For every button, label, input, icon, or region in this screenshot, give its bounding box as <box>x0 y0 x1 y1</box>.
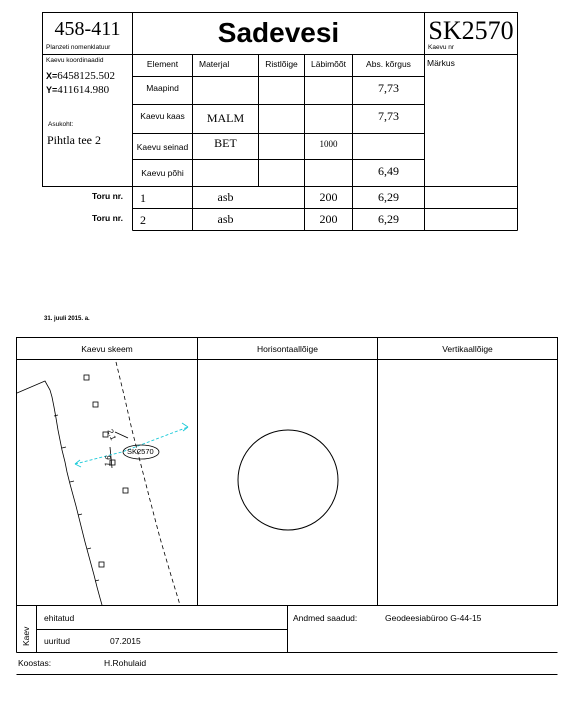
x-value: 6458125.502 <box>57 70 116 82</box>
footer-side-label: Kaev <box>21 626 31 646</box>
sketch-frame <box>17 338 558 606</box>
row-element-bottom: Kaevu põhi <box>141 168 184 178</box>
pipe-1-abs: 6,29 <box>378 190 399 204</box>
document-date: 31. juuli 2015. a. <box>44 316 90 322</box>
row-element-cover: Kaevu kaas <box>140 111 185 121</box>
panel-title-vertical-section: Vertikaallõige <box>442 343 493 354</box>
location-caption: Asukoht: <box>48 121 74 128</box>
x-label: X= <box>46 71 58 81</box>
pipe-2-material: asb <box>217 212 234 226</box>
row-diameter-walls: 1000 <box>319 139 338 149</box>
nomenclature: 458-411 <box>54 17 121 40</box>
sketch-well-label: SK2570 <box>127 447 154 456</box>
pipe-2-label: Toru nr. <box>92 213 124 223</box>
footer-data-label: Andmed saadud: <box>293 613 358 623</box>
row-abs-ground: 7,73 <box>378 80 399 95</box>
column-header-diameter: Läbimõõt <box>311 58 346 69</box>
pipe-2-number: 2 <box>140 213 146 227</box>
x-coordinate <box>46 70 115 82</box>
sketch-dimension-top: 2.1 <box>105 428 118 442</box>
panel-title-horizontal-section: Horisontaallõige <box>257 343 318 354</box>
row-abs-cover: 7,73 <box>378 108 399 123</box>
row-element-ground: Maapind <box>146 83 179 93</box>
row-material-cover: MALM <box>206 110 245 125</box>
location: Pihtla tee 2 <box>47 133 101 147</box>
nomenclature-caption: Planzeti nomenklatuur <box>46 44 111 51</box>
footer-author-value: H.Rohulaid <box>104 658 147 668</box>
pipe-1-material: asb <box>217 190 234 204</box>
footer-author-label: Koostas: <box>18 658 52 668</box>
row-material-walls: BET <box>214 135 237 150</box>
row-abs-bottom: 6,49 <box>378 163 399 178</box>
column-header-material: Materjal <box>199 58 230 69</box>
column-header-abs-height: Abs. kõrgus <box>366 58 411 69</box>
footer-data-value: Geodeesiabüroo G-44-15 <box>385 613 482 623</box>
column-header-notes: Märkus <box>427 58 455 68</box>
well-id: SK2570 <box>428 16 514 45</box>
footer-surveyed-value: 07.2015 <box>110 636 141 646</box>
pipe-2-abs: 6,29 <box>378 212 399 226</box>
y-coordinate <box>46 84 109 96</box>
coords-caption: Kaevu koordinaadid <box>46 57 104 64</box>
pipe-1-label: Toru nr. <box>92 191 124 201</box>
pipe-1-number: 1 <box>140 191 146 205</box>
well-sketch <box>17 362 188 605</box>
well-section-circle <box>238 430 338 530</box>
footer-surveyed-label: uuritud <box>44 636 70 646</box>
row-element-walls: Kaevu seinad <box>136 142 189 152</box>
column-header-cross-section: Ristlõige <box>265 58 298 69</box>
column-header-element: Element <box>146 58 179 69</box>
panel-title-scheme: Kaevu skeem <box>81 343 133 354</box>
sketch-dimension-side: 1.6 <box>103 454 113 467</box>
well-id-caption: Kaevu nr <box>428 44 455 51</box>
y-label: Y= <box>46 85 58 95</box>
pipe-2-diameter: 200 <box>319 212 338 226</box>
pipe-1-diameter: 200 <box>319 190 338 204</box>
y-value: 411614.980 <box>57 84 110 96</box>
footer-built-label: ehitatud <box>44 613 75 623</box>
page-title: Sadevesi <box>217 17 340 48</box>
